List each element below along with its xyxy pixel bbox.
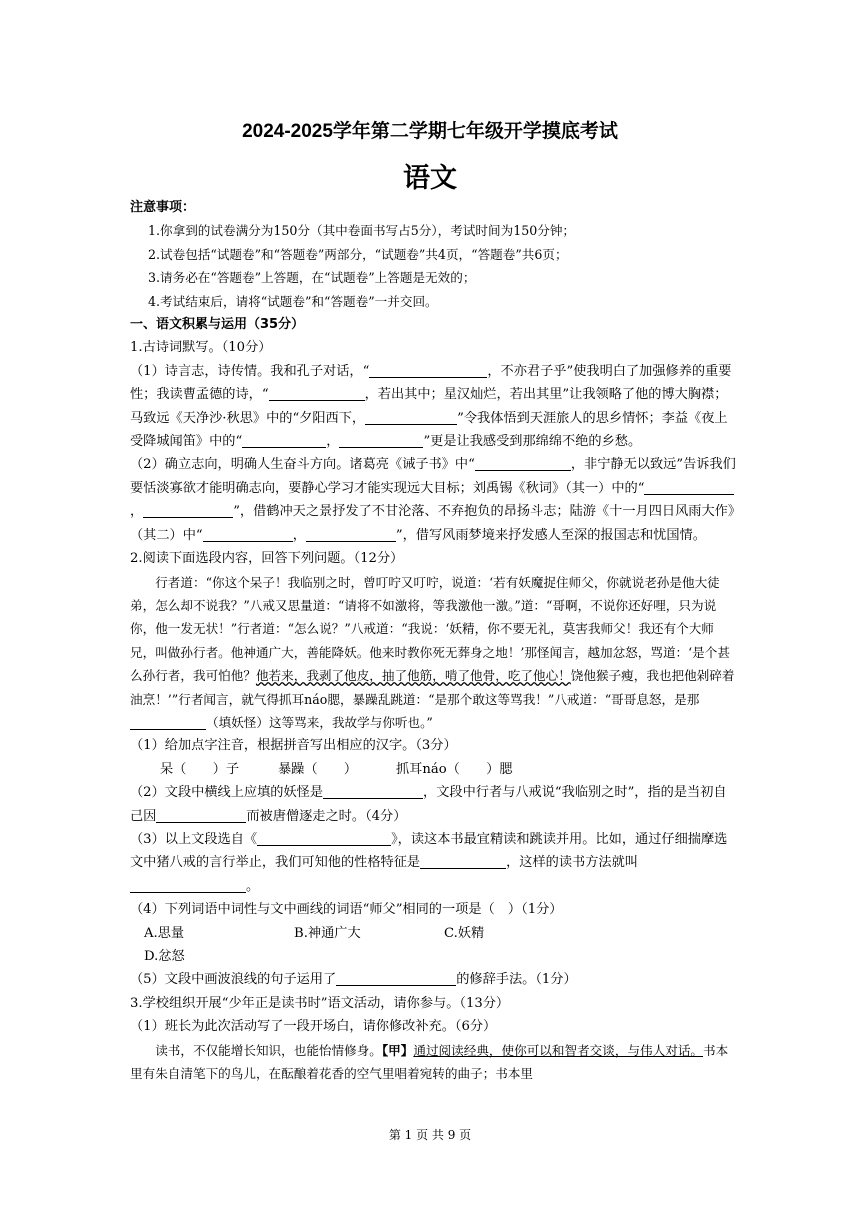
option-c: C.妖精	[444, 925, 485, 941]
answer-blank[interactable]	[257, 830, 391, 846]
notice-heading: 注意事项：	[130, 200, 196, 215]
answer-blank[interactable]	[644, 479, 734, 495]
answer-blank[interactable]	[156, 807, 246, 823]
answer-blank[interactable]	[323, 783, 423, 799]
question-1-part-1: （1）诗言志，诗传情。我和孔子对话，“ ，不亦君子乎”使我明白了加强修养的重要性；我读曹孟德的诗，“ ，若出其中；星汉灿烂，若出其里”让我领略了他的博大胸襟；马致远《天净沙·秋思》中的“夕阳西下， ”令我体悟到天涯旅人的思乡情怀；李益《夜上受降城闻笛》中的“ ， ”更是让我感受到那绵绵不绝的乡愁。	[130, 363, 732, 450]
question-2-sub-4: （4）下列词语中词性与文中画线的词语“师父”相同的一项是（ ）（1分）	[130, 902, 563, 918]
subject-title: 语文	[403, 163, 457, 194]
question-2-sub-2: （2）文段中横线上应填的妖怪是 ，文段中行者与八戒说“我临别之时”，指的是当初自己因 而被唐僧逐走之时。（4分）	[130, 785, 727, 824]
option-d: D.忿怒	[144, 949, 185, 964]
option-a: A.思量	[144, 925, 185, 941]
exam-title: 2024-2025学年第二学期七年级开学摸底考试	[242, 121, 618, 142]
underlined-sentence: 通过阅读经典，使你可以和智者交谈，与伟人对话。	[413, 1042, 704, 1058]
answer-blank[interactable]	[306, 526, 396, 542]
question-2-sub-5: （5）文段中画波浪线的句子运用了 的修辞手法。（1分）	[130, 972, 577, 988]
exam-content	[130, 196, 736, 1085]
answer-blank[interactable]	[365, 409, 457, 425]
question-2-title: 2.阅读下面选段内容，回答下列问题。（12分）	[130, 551, 404, 567]
wavy-sentence: 他若来，我剥了他皮，抽了他筋，啃了他骨，吃了他心！	[255, 668, 571, 684]
question-3-title: 3.学校组织开展“少年正是读书时”语文活动，请你参与。（13分）	[130, 995, 510, 1011]
answer-blank[interactable]	[143, 502, 233, 518]
opening-paragraph: 读书，不仅能增长知识，也能怡情修身。【甲】通过阅读经典，使你可以和智者交谈，与伟人对话。书本里有朱自清笔下的鸟儿，在酝酿着花香的空气里唱着宛转的曲子；书本里	[130, 1042, 729, 1082]
option-b: B.神通广大	[294, 925, 361, 941]
answer-blank[interactable]	[130, 877, 246, 893]
answer-blank[interactable]	[420, 853, 506, 869]
answer-blank[interactable]	[242, 432, 326, 448]
answer-blank[interactable]	[203, 526, 293, 542]
notice-item: 4.考试结束后，请将“试题卷”和“答题卷”一并交回。	[148, 293, 438, 309]
question-1-title: 1.古诗词默写。（10分）	[130, 340, 272, 356]
question-2-sub-1: （1）给加点字注音，根据拼音写出相应的汉字。（3分）	[130, 738, 457, 754]
page-footer: 第 1 页 共 9 页	[388, 1128, 472, 1142]
question-1-part-2: （2）确立志向，明确人生奋斗方向。诸葛亮《诫子书》中“ ，非宁静无以致远”告诉我们要恬淡寡欲才能明确志向，要静心学习才能实现远大目标；刘禹锡《秋词》（其一）中的“， ”，借鹤冲天之景抒发了不甘沦落、不弃抱负的昂扬斗志；陆游《十一月四日风雨大作》（其二）中“ ， ”，借写风雨梦境来抒发感人至深的报国志和忧国情。	[130, 457, 736, 543]
question-3-sub-1: （1）班长为此次活动写了一段开场白，请你修改补充。（6分）	[130, 1019, 497, 1035]
answer-blank[interactable]	[130, 714, 206, 730]
reading-passage: 行者道：“你这个呆子！我临别之时，曾叮咛又叮咛，说道：‘若有妖魔捉住师父，你就说老孙是他大徒弟，怎么却不说我？”八戒又思量道：“请将不如激将，等我激他一激。”道：“哥啊，不说你还好哩，只为说你，他一发无状！”行者道：“怎么说？”八戒道：“我说：‘妖精，你不要无礼，莫害我师父！我还有个大师兄，叫做孙行者。他神通广大，善能降妖。他来时教你死无葬身之地！’那怪闻言，越加忿怒，骂道：‘是个甚么孙行者，我可怕他？他若来，我剥了他皮，抽了他筋，啃了他骨，吃了他心！饶他猴子瘦，我也把他剁碎着油烹！’”行者闻言，就气得抓耳náo腮，暴躁乱跳道：“是那个敢这等骂我！”八戒道：“哥哥息怒，是那（填妖怪）这等骂来，我故学与你听也。”	[130, 574, 735, 730]
answer-blank[interactable]	[339, 432, 423, 448]
answer-blank[interactable]	[369, 362, 487, 378]
notice-item: 2.试卷包括“试题卷”和“答题卷”两部分，“试题卷”共4页，“答题卷”共6页；	[148, 246, 568, 262]
marker-jia: 【甲】	[381, 1042, 414, 1058]
answer-blank[interactable]	[269, 385, 365, 401]
notice-item: 1.你拿到的试卷满分为150分（其中卷面书写占5分），考试时间为150分钟；	[148, 223, 576, 239]
question-2-sub-3: （3）以上文段选自《 》，读这本书最宜精读和跳读并用。比如，通过仔细揣摩选文中猪八戒的言行举止，我们可知他的性格特征是 ，这样的读书方法就叫。	[130, 831, 728, 894]
notice-item: 3.请务必在“答题卷”上答题，在“试题卷”上答题是无效的；	[148, 270, 476, 286]
section-heading: 一、语文积累与运用（35分）	[130, 317, 305, 333]
options	[130, 922, 736, 969]
answer-blank[interactable]	[475, 455, 571, 471]
pinyin-items: 呆（ ）子 暴躁（ ） 抓耳náo（ ）腮	[160, 761, 513, 777]
answer-blank[interactable]	[336, 970, 456, 986]
